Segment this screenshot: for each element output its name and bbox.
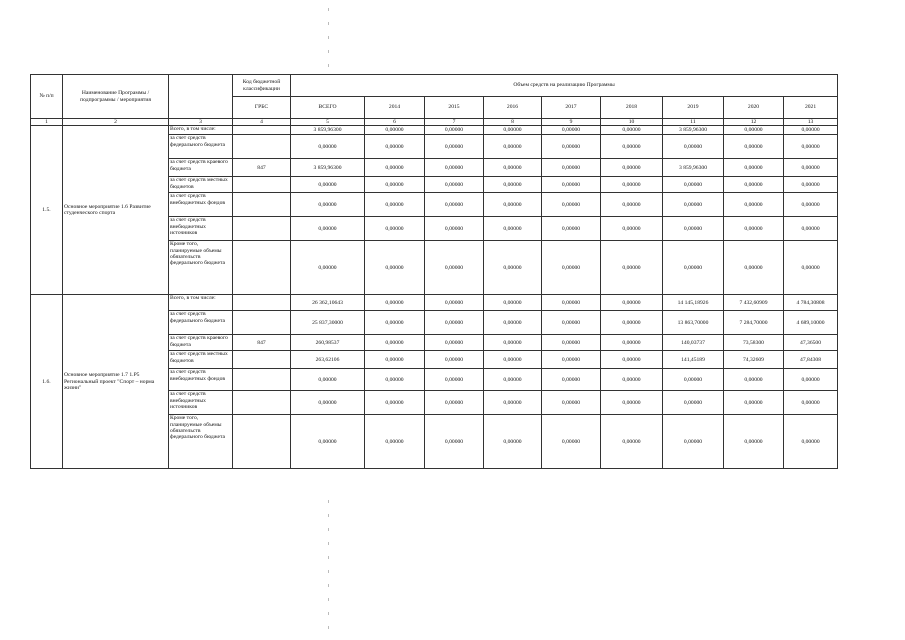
year-value: 3 859,96300 [663, 126, 724, 135]
total-value: 260,98537 [291, 335, 365, 351]
grbs-code [233, 177, 291, 193]
year-value: 0,00000 [365, 241, 425, 295]
funding-source: за счет средств местных бюджетов [169, 351, 233, 369]
funding-source: за счет средств краевого бюджета [169, 159, 233, 177]
year-value: 0,00000 [542, 351, 601, 369]
year-value: 0,00000 [542, 415, 601, 469]
header-name: Наименование Программы / подпрограммы / мероприятия [63, 75, 169, 119]
year-value: 0,00000 [365, 135, 425, 159]
year-value: 0,00000 [425, 295, 484, 311]
year-value: 0,00000 [724, 177, 784, 193]
year-value: 0,00000 [542, 159, 601, 177]
year-value: 0,00000 [484, 351, 542, 369]
funding-source: за счет средств внебюджетных источников [169, 217, 233, 241]
header-year: 2017 [542, 97, 601, 119]
year-value: 0,00000 [601, 126, 663, 135]
year-value: 0,00000 [542, 335, 601, 351]
section-number: 1.5. [31, 126, 63, 295]
scan-mark [328, 612, 329, 615]
year-value: 0,00000 [542, 135, 601, 159]
funding-source: за счет средств внебюджетных источников [169, 391, 233, 415]
header-year: 2020 [724, 97, 784, 119]
year-value: 0,00000 [601, 193, 663, 217]
year-value: 0,00000 [425, 351, 484, 369]
scan-mark [328, 514, 329, 517]
scan-mark [328, 570, 329, 573]
header-grbs: ГРБС [233, 97, 291, 119]
year-value: 0,00000 [365, 295, 425, 311]
table-row [31, 295, 838, 311]
grbs-code: 847 [233, 159, 291, 177]
total-value: 0,00000 [291, 241, 365, 295]
year-value: 0,00000 [784, 241, 838, 295]
index-row [31, 119, 838, 126]
year-value: 0,00000 [724, 369, 784, 391]
total-value: 0,00000 [291, 415, 365, 469]
year-value: 0,00000 [601, 391, 663, 415]
year-value: 0,00000 [542, 369, 601, 391]
year-value: 0,00000 [724, 241, 784, 295]
year-value: 3 859,96300 [663, 159, 724, 177]
grbs-code [233, 351, 291, 369]
year-value: 0,00000 [724, 159, 784, 177]
scan-mark [328, 584, 329, 587]
year-value: 0,00000 [601, 241, 663, 295]
funding-source: за счет средств федерального бюджета [169, 135, 233, 159]
year-value: 0,00000 [663, 415, 724, 469]
year-value: 0,00000 [484, 241, 542, 295]
header-year: 2014 [365, 97, 425, 119]
grbs-code [233, 135, 291, 159]
year-value: 0,00000 [365, 369, 425, 391]
year-value: 0,00000 [601, 135, 663, 159]
year-value: 0,00000 [425, 217, 484, 241]
year-value: 0,00000 [425, 391, 484, 415]
year-value: 0,00000 [601, 311, 663, 335]
index-cell: 10 [601, 119, 663, 126]
year-value: 0,00000 [601, 369, 663, 391]
funding-source: Кроме того, планируемые объемы обязательств федерального бюджета [169, 415, 233, 469]
year-value: 0,00000 [542, 391, 601, 415]
index-cell: 7 [425, 119, 484, 126]
year-value: 0,00000 [365, 217, 425, 241]
year-value: 0,00000 [663, 177, 724, 193]
total-value: 0,00000 [291, 369, 365, 391]
year-value: 0,00000 [425, 159, 484, 177]
index-cell: 12 [724, 119, 784, 126]
year-value: 4 689,10000 [784, 311, 838, 335]
year-value: 0,00000 [365, 351, 425, 369]
year-value: 0,00000 [663, 217, 724, 241]
scan-mark [328, 8, 329, 11]
year-value: 0,00000 [724, 126, 784, 135]
scan-mark [328, 50, 329, 53]
scan-mark [328, 626, 329, 629]
table-header [31, 75, 838, 126]
index-cell: 8 [484, 119, 542, 126]
year-value: 0,00000 [484, 311, 542, 335]
total-value: 0,00000 [291, 391, 365, 415]
funding-source: за счет средств внебюджетных фондов [169, 193, 233, 217]
year-value: 0,00000 [365, 159, 425, 177]
index-cell: 3 [169, 119, 233, 126]
year-value: 141,45189 [663, 351, 724, 369]
table-body [31, 126, 838, 469]
year-value: 0,00000 [542, 193, 601, 217]
index-cell: 2 [63, 119, 169, 126]
year-value: 0,00000 [663, 193, 724, 217]
total-value: 0,00000 [291, 217, 365, 241]
header-volume: Объем средств на реализацию Программы [291, 75, 838, 97]
funding-source: за счет средств местных бюджетов [169, 177, 233, 193]
year-value: 0,00000 [484, 177, 542, 193]
total-value: 3 859,96300 [291, 159, 365, 177]
year-value: 0,00000 [601, 351, 663, 369]
year-value: 73,58300 [724, 335, 784, 351]
index-cell: 13 [784, 119, 838, 126]
year-value: 0,00000 [542, 295, 601, 311]
scan-mark [328, 598, 329, 601]
year-value: 0,00000 [484, 369, 542, 391]
year-value: 0,00000 [425, 335, 484, 351]
year-value: 0,00000 [542, 311, 601, 335]
year-value: 7 284,70000 [724, 311, 784, 335]
year-value: 0,00000 [784, 177, 838, 193]
scan-mark [328, 500, 329, 503]
header-year: 2016 [484, 97, 542, 119]
header-year: 2018 [601, 97, 663, 119]
year-value: 0,00000 [542, 177, 601, 193]
total-value: 263,62106 [291, 351, 365, 369]
year-value: 0,00000 [484, 193, 542, 217]
grbs-code: 847 [233, 335, 291, 351]
scan-mark [328, 556, 329, 559]
index-cell: 4 [233, 119, 291, 126]
header-source [169, 75, 233, 119]
year-value: 7 432,60909 [724, 295, 784, 311]
total-value: 0,00000 [291, 135, 365, 159]
year-value: 0,00000 [542, 217, 601, 241]
year-value: 0,00000 [365, 311, 425, 335]
year-value: 0,00000 [484, 415, 542, 469]
year-value: 0,00000 [784, 217, 838, 241]
budget-table [30, 74, 838, 469]
year-value: 4 784,30808 [784, 295, 838, 311]
year-value: 0,00000 [425, 193, 484, 217]
year-value: 0,00000 [484, 391, 542, 415]
year-value: 14 145,18926 [663, 295, 724, 311]
year-value: 0,00000 [484, 295, 542, 311]
index-cell: 6 [365, 119, 425, 126]
year-value: 0,00000 [484, 135, 542, 159]
funding-source: за счет средств федерального бюджета [169, 311, 233, 335]
year-value: 0,00000 [425, 369, 484, 391]
funding-source: Всего, в том числе: [169, 295, 233, 311]
year-value: 0,00000 [425, 311, 484, 335]
year-value: 0,00000 [784, 415, 838, 469]
year-value: 0,00000 [425, 177, 484, 193]
year-value: 0,00000 [724, 391, 784, 415]
grbs-code [233, 391, 291, 415]
year-value: 13 863,70000 [663, 311, 724, 335]
index-cell: 11 [663, 119, 724, 126]
year-value: 0,00000 [724, 135, 784, 159]
grbs-code [233, 217, 291, 241]
index-cell: 5 [291, 119, 365, 126]
year-value: 0,00000 [724, 415, 784, 469]
year-value: 0,00000 [663, 369, 724, 391]
year-value: 0,00000 [601, 295, 663, 311]
header-num: № п/п [31, 75, 63, 119]
year-value: 74,32609 [724, 351, 784, 369]
year-value: 0,00000 [663, 391, 724, 415]
header-year: 2019 [663, 97, 724, 119]
year-value: 140,03737 [663, 335, 724, 351]
year-value: 0,00000 [484, 335, 542, 351]
year-value: 0,00000 [601, 159, 663, 177]
scan-mark [328, 64, 329, 67]
year-value: 0,00000 [365, 177, 425, 193]
scan-mark [328, 22, 329, 25]
grbs-code [233, 295, 291, 311]
year-value: 0,00000 [365, 415, 425, 469]
grbs-code [233, 193, 291, 217]
year-value: 47,36500 [784, 335, 838, 351]
year-value: 0,00000 [784, 135, 838, 159]
header-code: Код бюджетной классификации [233, 75, 291, 97]
funding-source: Всего, в том числе: [169, 126, 233, 135]
year-value: 0,00000 [601, 177, 663, 193]
total-value: 26 362,10643 [291, 295, 365, 311]
year-value: 0,00000 [365, 193, 425, 217]
year-value: 0,00000 [542, 241, 601, 295]
year-value: 0,00000 [601, 335, 663, 351]
grbs-code [233, 311, 291, 335]
year-value: 0,00000 [724, 217, 784, 241]
section-name: Основное мероприятие 1.7 1.Р5 Региональный проект "Спорт – норма жизни" [63, 295, 169, 469]
header-total: ВСЕГО [291, 97, 365, 119]
funding-source: Кроме того, планируемые объемы обязательств федерального бюджета [169, 241, 233, 295]
year-value: 0,00000 [601, 217, 663, 241]
year-value: 0,00000 [663, 135, 724, 159]
year-value: 0,00000 [484, 159, 542, 177]
year-value: 0,00000 [663, 241, 724, 295]
total-value: 0,00000 [291, 177, 365, 193]
year-value: 0,00000 [784, 391, 838, 415]
grbs-code [233, 126, 291, 135]
grbs-code [233, 369, 291, 391]
total-value: 3 859,96300 [291, 126, 365, 135]
grbs-code [233, 241, 291, 295]
year-value: 0,00000 [365, 391, 425, 415]
scan-mark [328, 542, 329, 545]
year-value: 0,00000 [425, 126, 484, 135]
year-value: 0,00000 [425, 241, 484, 295]
year-value: 0,00000 [365, 335, 425, 351]
table-row [31, 126, 838, 135]
index-cell: 9 [542, 119, 601, 126]
year-value: 0,00000 [484, 126, 542, 135]
year-value: 0,00000 [601, 415, 663, 469]
header-year: 2015 [425, 97, 484, 119]
scan-mark [328, 528, 329, 531]
year-value: 0,00000 [724, 193, 784, 217]
year-value: 0,00000 [365, 126, 425, 135]
funding-source: за счет средств внебюджетных фондов [169, 369, 233, 391]
year-value: 0,00000 [425, 415, 484, 469]
section-name: Основное мероприятие 1.6 Развитие студенческого спорта [63, 126, 169, 295]
year-value: 0,00000 [484, 217, 542, 241]
section-number: 1.6. [31, 295, 63, 469]
index-cell: 1 [31, 119, 63, 126]
total-value: 0,00000 [291, 193, 365, 217]
year-value: 0,00000 [784, 126, 838, 135]
year-value: 0,00000 [425, 135, 484, 159]
funding-source: за счет средств краевого бюджета [169, 335, 233, 351]
total-value: 25 837,30000 [291, 311, 365, 335]
year-value: 0,00000 [542, 126, 601, 135]
grbs-code [233, 415, 291, 469]
year-value: 0,00000 [784, 193, 838, 217]
year-value: 0,00000 [784, 369, 838, 391]
scan-mark [328, 36, 329, 39]
year-value: 47,84308 [784, 351, 838, 369]
header-year: 2021 [784, 97, 838, 119]
year-value: 0,00000 [784, 159, 838, 177]
